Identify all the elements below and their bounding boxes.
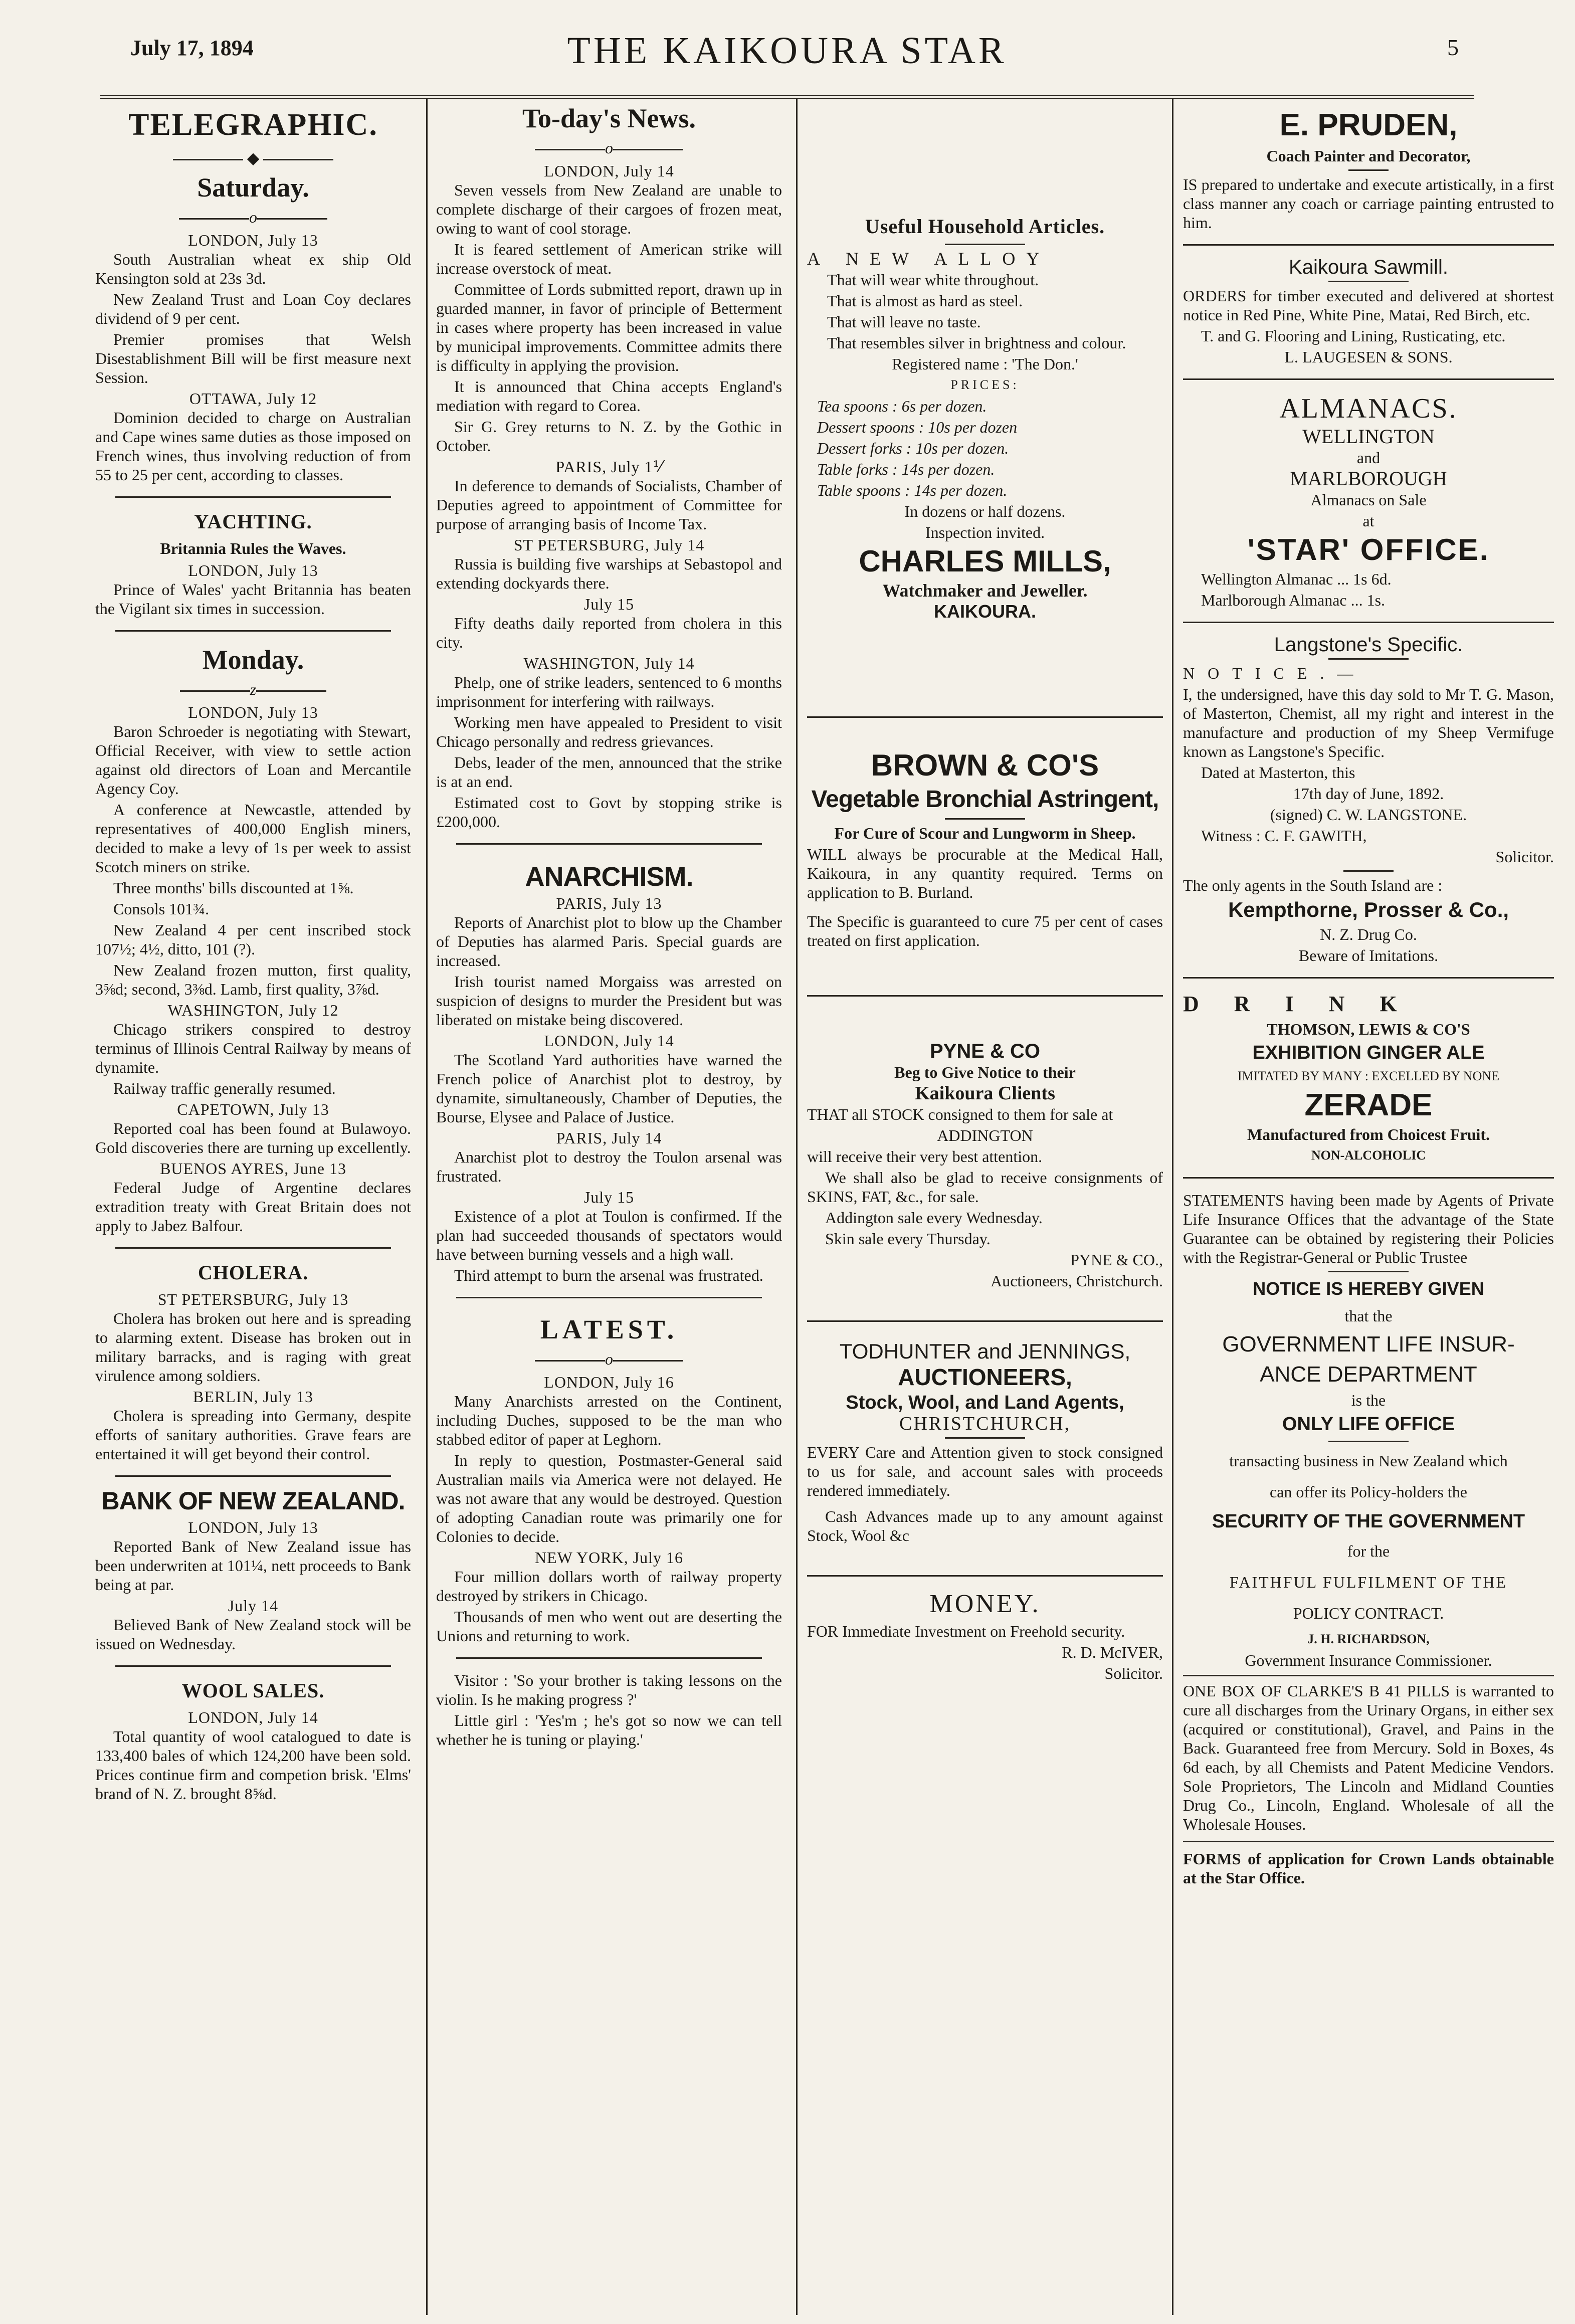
ad-name: E. PRUDEN,	[1279, 108, 1458, 142]
divider	[115, 1475, 391, 1477]
bank-heading: BANK OF NEW ZEALAND.	[101, 1487, 405, 1515]
ad-text: Registered name : 'The Don.'	[892, 355, 1078, 373]
article-text: Third attempt to burn the arsenal was frustrated.	[454, 1266, 763, 1284]
ad-heading: ANCE DEPARTMENT	[1260, 1362, 1477, 1387]
ad-heading: Kaikoura Sawmill.	[1289, 256, 1448, 278]
ad-pyne-co	[807, 1042, 1163, 1290]
news-items	[436, 161, 782, 831]
divider	[115, 1665, 391, 1667]
ad-crown-lands	[1183, 1849, 1554, 1887]
ad-clarkes-pills	[1183, 1681, 1554, 1834]
article-text: Debs, leader of the men, announced that the strike is at an end.	[436, 753, 782, 791]
dateline: CAPETOWN, July 13	[177, 1100, 329, 1118]
ad-sawmill	[1183, 258, 1554, 366]
ad-text: Government Insurance Commissioner.	[1245, 1651, 1492, 1669]
ad-text: and	[1356, 449, 1381, 467]
dateline: PARIS, July 14	[556, 1129, 662, 1147]
cholera-heading: CHOLERA.	[198, 1261, 309, 1284]
ad-line: Dessert spoons : 10s per dozen	[817, 418, 1018, 436]
article-text: A conference at Newcastle, attended by representatives of 400,000 English miners, decided to make a levy of 1s per week to assist Scotch miners on strike.	[95, 801, 411, 876]
issue-date: July 17, 1894	[130, 36, 254, 60]
article-text: Baron Schroeder is negotiating with Stewart, Official Receiver, with view to settle action against old directors of Loan and Mercantile Agency Coy.	[95, 722, 411, 798]
cholera-items	[95, 1290, 411, 1463]
dateline: OTTAWA, July 12	[189, 390, 317, 408]
ad-almanacs	[1183, 392, 1554, 610]
ad-text: PRICES:	[950, 377, 1020, 392]
article-text: Committee of Lords submitted report, drawn up in guarded manner, in favor of principle of Betterment in cases where property has been increased in value by municipal improvements. Committee admits there is difficulty in applying the provision.	[436, 280, 782, 374]
article-text: Consols 101¾.	[113, 900, 210, 918]
ad-name: PYNE & CO	[929, 1040, 1041, 1062]
ad-brown-co	[807, 748, 1163, 950]
article-text: Fifty deaths daily reported from cholera in this city.	[436, 614, 782, 651]
ad-text: ORDERS for timber executed and delivered at shortest notice in Red Pine, White Pine, Matai, Red Birch, etc.	[1183, 287, 1554, 324]
ad-line: Table forks : 14s per dozen.	[817, 460, 995, 478]
yachting-subheading: Britannia Rules the Waves.	[160, 539, 346, 557]
ad-text: ADDINGTON	[937, 1126, 1033, 1144]
ad-text: FOR Immediate Investment on Freehold security.	[807, 1622, 1125, 1640]
ad-text: Addington sale every Wednesday.	[825, 1209, 1043, 1227]
ad-heading: Vegetable Bronchial Astringent,	[811, 786, 1159, 813]
ad-text: (signed) C. W. LANGSTONE.	[1270, 806, 1467, 824]
article-text: In reply to question, Postmaster-General said Australian mails via America were not delayed. He was not aware that any would be destroyed. Question of adopting Canadian route was primarily one for Colonies to decide.	[436, 1451, 782, 1545]
dateline: NEW YORK, July 16	[534, 1548, 684, 1567]
article-text: Chicago strikers conspired to destroy terminus of Illinois Central Railway by means of dynamite.	[95, 1020, 411, 1076]
article-text: Cholera has broken out here and is spreading to alarming extent. Disease has broken out in military barracks, and is raging with great virulence among soldiers.	[95, 1309, 411, 1385]
divider	[456, 1657, 762, 1659]
ad-text: transacting business in New Zealand which	[1229, 1452, 1508, 1470]
divider	[456, 1297, 762, 1298]
ad-text: is the	[1351, 1391, 1386, 1409]
article-text: Federal Judge of Argentine declares extradition treaty with Great Britain does not apply to Jabez Balfour.	[95, 1179, 411, 1235]
ad-heading: Langstone's Specific.	[1274, 634, 1463, 656]
divider: o	[436, 138, 782, 157]
dateline: LONDON, July 14	[544, 1032, 674, 1050]
article-text: Thousands of men who went out are deserting the Unions and returning to work.	[436, 1608, 782, 1645]
article-text: Irish tourist named Morgaiss was arrested on suspicion of designs to murder the President but was liberated on mistake being discovered.	[436, 973, 782, 1029]
dateline: BUENOS AYRES, June 13	[160, 1159, 346, 1178]
ad-text: Skin sale every Thursday.	[825, 1230, 991, 1248]
ad-text: The Specific is guaranteed to cure 75 per cent of cases treated on first application.	[807, 912, 1163, 949]
ad-text: T. and G. Flooring and Lining, Rusticating, etc.	[1201, 327, 1506, 345]
ad-text: Stock, Wool, and Land Agents,	[846, 1392, 1124, 1413]
article-text: Dominion decided to charge on Australian and Cape wines same duties as those imposed on French wines, thus involving reduction of from 55 to 25 per cent, according to classes.	[95, 409, 411, 484]
ad-line: That will wear white throughout.	[827, 271, 1039, 289]
dateline: PARIS, July 1⅟	[555, 458, 663, 476]
article-text: Many Anarchists arrested on the Continent, including Duches, supposed to be the man who stabbed editor of paper at Leghorn.	[436, 1392, 782, 1448]
latest-heading: LATEST.	[540, 1314, 678, 1344]
ad-text: for the	[1347, 1542, 1390, 1560]
dateline: July 15	[583, 1188, 635, 1206]
ad-government-insurance	[1183, 1191, 1554, 1670]
article-text: Four million dollars worth of railway property destroyed by strikers in Chicago.	[436, 1568, 782, 1605]
ad-text: Wellington Almanac ... 1s 6d.	[1201, 570, 1392, 588]
article-text: Reported Bank of New Zealand issue has been underwriten at 101¼, nett proceeds to Bank being at par.	[95, 1537, 411, 1594]
ad-line: Dessert forks : 10s per dozen.	[817, 439, 1009, 457]
article-text: Reported coal has been found at Bulawoyo. Gold discoveries there are turning up excellently.	[95, 1119, 411, 1156]
ad-text: FORMS of application for Crown Lands obtainable at the Star Office.	[1183, 1850, 1554, 1887]
ad-text: A NEW ALLOY	[807, 249, 1051, 269]
column-news	[436, 99, 782, 2315]
article-text: Cholera is spreading into Germany, despite efforts of sanitary authorities. Grave fears are entertained it will get beyond their control.	[95, 1407, 411, 1463]
ad-text: Coach Painter and Decorator,	[1266, 147, 1471, 165]
column-rule	[1172, 99, 1173, 2315]
ad-text: 17th day of June, 1892.	[1293, 785, 1444, 803]
article-text: New Zealand 4 per cent inscribed stock 107½; 4½, ditto, 101 (?).	[95, 921, 411, 958]
ad-text: Auctioneers, Christchurch.	[991, 1272, 1163, 1290]
ad-pruden	[1183, 106, 1554, 232]
ad-text: DRINK	[1183, 992, 1432, 1016]
dateline: WASHINGTON, July 12	[167, 1001, 339, 1019]
ad-text: FAITHFUL FULFILMENT OF THE	[1229, 1573, 1508, 1591]
ad-text: Manufactured from Choicest Fruit.	[1247, 1125, 1490, 1143]
ad-name: CHARLES MILLS,	[859, 544, 1111, 578]
article-text: Three months' bills discounted at 1⅝.	[113, 879, 354, 897]
ornament-divider: ◆	[95, 148, 411, 167]
ad-text: L. LAUGESEN & SONS.	[1284, 348, 1453, 366]
anarchism-items	[436, 894, 782, 1285]
ad-ginger-ale	[1183, 991, 1554, 1165]
ad-text: IS prepared to undertake and execute artistically, in a first class manner any coach or carriage painting entrusted to him.	[1183, 175, 1554, 232]
ad-text: For Cure of Scour and Lungworm in Sheep.	[834, 824, 1136, 842]
page-number: 5	[1447, 35, 1459, 60]
ad-heading: ONLY LIFE OFFICE	[1282, 1414, 1455, 1435]
ad-heading: ALMANACS.	[1279, 393, 1458, 424]
article-text: Premier promises that Welsh Disestablishment Bill will be first measure next Session.	[95, 330, 411, 386]
ad-money	[807, 1589, 1163, 1683]
dateline: LONDON, July 14	[544, 162, 674, 180]
ad-heading: NOTICE IS HEREBY GIVEN	[1253, 1278, 1484, 1299]
article-text: It is announced that China accepts England's mediation with regard to Corea.	[436, 377, 782, 415]
ad-text: EVERY Care and Attention given to stock consigned to us for sale, and account sales with proceeds rendered immediately.	[807, 1443, 1163, 1499]
price-lines	[807, 397, 1163, 500]
dateline: LONDON, July 13	[188, 703, 318, 721]
article-text: Reports of Anarchist plot to blow up the Chamber of Deputies has alarmed Paris. Special guards are increased.	[436, 913, 782, 970]
article-text: Phelp, one of strike leaders, sentenced to 6 months imprisonment for interfering with railways.	[436, 673, 782, 710]
ad-text: can offer its Policy-holders the	[1270, 1483, 1467, 1501]
ad-line: That is almost as hard as steel.	[827, 292, 1023, 310]
ad-name: Kempthorne, Prosser & Co.,	[1228, 898, 1509, 921]
article-text: Sir G. Grey returns to N. Z. by the Gothic in October.	[436, 418, 782, 455]
masthead	[100, 20, 1474, 99]
ad-heading: 'STAR' OFFICE.	[1247, 533, 1490, 566]
wool-heading: WOOL SALES.	[181, 1679, 325, 1702]
ad-heading: SECURITY OF THE GOVERNMENT	[1212, 1511, 1525, 1532]
ad-text: POLICY CONTRACT.	[1293, 1604, 1444, 1622]
dateline: ST PETERSBURG, July 14	[513, 536, 705, 554]
ad-heading: EXHIBITION GINGER ALE	[1252, 1042, 1485, 1063]
ad-text: Beg to Give Notice to their	[894, 1063, 1076, 1081]
ad-text: N. Z. Drug Co.	[1320, 925, 1417, 943]
ad-line: Table spoons : 14s per dozen.	[817, 481, 1008, 499]
telegraphic-heading: TELEGRAPHIC.	[128, 108, 378, 142]
dateline: PARIS, July 13	[556, 894, 662, 912]
divider	[115, 496, 391, 498]
article-text: Russia is building five warships at Sebastopol and extending dockyards there.	[436, 555, 782, 592]
article-text: It is feared settlement of American strike will increase overstock of meat.	[436, 240, 782, 277]
article-text: The Scotland Yard authorities have warned the French police of Anarchist plot to destroy, by dynamite, simultaneously, Chamber of Deputies, the Bourse, Elysee and Palace of Justice.	[436, 1051, 782, 1126]
divider: o	[95, 208, 411, 227]
newspaper-title: THE KAIKOURA STAR	[567, 30, 1007, 72]
dateline: LONDON, July 14	[188, 1708, 318, 1726]
ad-line: Tea spoons : 6s per dozen.	[817, 397, 987, 415]
ad-text: CHRISTCHURCH,	[899, 1413, 1071, 1434]
anarchism-heading: ANARCHISM.	[525, 862, 693, 892]
ad-text: NON-ALCOHOLIC	[1311, 1148, 1426, 1163]
divider: z	[95, 680, 411, 699]
ad-text: Cash Advances made up to any amount against Stock, Wool &c	[807, 1507, 1163, 1544]
article-text: Seven vessels from New Zealand are unable to complete discharge of their cargoes of frozen meat, owing to want of cool storage.	[436, 181, 782, 237]
dateline: BERLIN, July 13	[193, 1388, 313, 1406]
ad-text: NOTICE.—	[1183, 664, 1366, 682]
article-text: Anarchist plot to destroy the Toulon arsenal was frustrated.	[436, 1148, 782, 1185]
alloy-lines	[807, 270, 1163, 352]
ad-text: We shall also be glad to receive consignments of SKINS, FAT, &c., for sale.	[807, 1169, 1163, 1206]
divider	[456, 843, 762, 845]
article-text: Existence of a plot at Toulon is confirmed. If the plan had succeeded thousands of spectators would have between burning vessels and a high wall.	[436, 1207, 782, 1263]
article-text: Working men have appealed to President to visit Chicago personally and redress grievances.	[436, 713, 782, 750]
ad-text: Dated at Masterton, this	[1201, 763, 1355, 782]
ad-heading: Useful Household Articles.	[865, 215, 1105, 238]
saturday-heading: Saturday.	[197, 172, 309, 203]
column-notices	[1183, 99, 1554, 2315]
article-text: Prince of Wales' yacht Britannia has beaten the Vigilant six times in succession.	[95, 580, 411, 618]
anecdote-girl: Little girl : 'Yes'm ; he's got so now we can tell whether he is tuning or playing.'	[436, 1711, 782, 1749]
ad-heading: GOVERNMENT LIFE INSUR-	[1222, 1332, 1515, 1357]
ad-text: Inspection invited.	[925, 523, 1045, 541]
ad-text: THAT all STOCK consigned to them for sale at	[807, 1105, 1113, 1123]
ad-text: THOMSON, LEWIS & CO'S	[1267, 1020, 1470, 1038]
anecdote-visitor: Visitor : 'So your brother is taking lessons on the violin. Is he making progress ?'	[436, 1671, 782, 1708]
ad-text: at	[1362, 512, 1374, 530]
monday-heading: Monday.	[202, 645, 304, 675]
latest-items	[436, 1373, 782, 1645]
dateline: LONDON, July 13	[188, 231, 318, 249]
column-rule	[426, 99, 428, 2315]
article-text: Believed Bank of New Zealand stock will be issued on Wednesday.	[95, 1616, 411, 1653]
ad-text: Witness : C. F. GAWITH,	[1201, 827, 1367, 845]
ad-household-articles	[807, 215, 1163, 621]
column-advertisements	[807, 99, 1163, 2315]
dateline: LONDON, July 13	[188, 561, 318, 579]
dateline: July 14	[228, 1597, 279, 1615]
ad-text: Watchmaker and Jeweller.	[882, 580, 1088, 601]
divider: o	[436, 1349, 782, 1369]
ad-text: IMITATED BY MANY : EXCELLED BY NONE	[1237, 1069, 1500, 1083]
ad-text: WILL always be procurable at the Medical Hall, Kaikoura, in any quantity required. Terms on application to B. Burland.	[807, 845, 1163, 901]
column-telegraphic	[95, 99, 411, 2315]
ad-text: Solicitor.	[1495, 848, 1554, 866]
ad-text: Solicitor.	[1104, 1664, 1163, 1682]
dateline: ST PETERSBURG, July 13	[157, 1290, 349, 1308]
ad-text: MARLBOROUGH	[1290, 467, 1447, 490]
ad-line: That will leave no taste.	[827, 313, 981, 331]
ad-text: will receive their very best attention.	[807, 1147, 1043, 1166]
ad-text: PYNE & CO.,	[1070, 1251, 1163, 1269]
ad-text: Beware of Imitations.	[1298, 946, 1439, 964]
ad-heading: AUCTIONEERS,	[898, 1364, 1072, 1390]
ad-name: TODHUNTER and JENNINGS,	[839, 1339, 1131, 1363]
ad-line: That resembles silver in brightness and colour.	[827, 334, 1126, 352]
article-text: New Zealand frozen mutton, first quality, 3⅝d; second, 3⅜d. Lamb, first quality, 3⅞d.	[95, 961, 411, 998]
article-text: South Australian wheat ex ship Old Kensington sold at 23s 3d.	[95, 250, 411, 287]
ad-text: that the	[1344, 1307, 1393, 1325]
bank-items	[95, 1518, 411, 1653]
divider	[115, 630, 391, 632]
article-text: Total quantity of wool catalogued to date is 133,400 bales of which 124,200 have been sold. Prices continue firm and competion brisk. 'Elms' brand of N. Z. brought 8⅝d.	[95, 1727, 411, 1803]
article-text: Railway traffic generally resumed.	[113, 1079, 336, 1097]
yachting-heading: YACHTING.	[194, 510, 312, 533]
ad-text: WELLINGTON	[1302, 425, 1435, 448]
ad-todhunter-jennings	[807, 1339, 1163, 1545]
article-text: New Zealand Trust and Loan Coy declares dividend of 9 per cent.	[95, 290, 411, 327]
ad-text: The only agents in the South Island are :	[1183, 876, 1443, 894]
ad-text: STATEMENTS having been made by Agents of Private Life Insurance Offices that the advantage of the State Guarantee can be obtained by registering their Policies with the Registrar-General or Public Trustee	[1183, 1191, 1554, 1266]
ad-text: Marlborough Almanac ... 1s.	[1201, 591, 1386, 609]
dateline: LONDON, July 13	[188, 1518, 318, 1536]
ad-text: Kaikoura Clients	[915, 1083, 1055, 1104]
saturday-items	[95, 231, 411, 484]
ad-name: BROWN & CO'S	[871, 748, 1099, 782]
dateline: WASHINGTON, July 14	[523, 654, 695, 672]
ad-text: I, the undersigned, have this day sold to Mr T. G. Mason, of Masterton, Chemist, all my right and interest in the manufacture and production of my Sheep Vermifuge known as Langstone's Specific.	[1183, 685, 1554, 760]
article-text: Estimated cost to Govt by stopping strike is £200,000.	[436, 794, 782, 831]
divider	[115, 1247, 391, 1249]
column-rule	[796, 99, 798, 2315]
ad-text: KAIKOURA.	[934, 601, 1036, 622]
ad-text: ONE BOX OF CLARKE'S B 41 PILLS is warranted to cure all discharges from the Urinary Organs, in either sex (acquired or constitutional), Gravel, and Pains in the Back. Guaranteed free from Mercury. Sold in Boxes, 4s 6d each, by all Chemists and Patent Medicine Vendors. Sole Proprietors, The Lincoln and Midland Counties Drug Co., Lincoln, England. Wholesale of all the Wholesale Houses.	[1183, 1682, 1554, 1833]
monday-items	[95, 703, 411, 1235]
article-text: In deference to demands of Socialists, Chamber of Deputies agreed to appointment of Committee for purpose of arranging basis of Income Tax.	[436, 477, 782, 533]
ad-langstone	[1183, 635, 1554, 965]
todays-news-heading: To-day's News.	[522, 103, 696, 133]
ad-text: J. H. RICHARDSON,	[1307, 1632, 1430, 1646]
ad-text: In dozens or half dozens.	[904, 502, 1066, 520]
ad-text: R. D. McIVER,	[1062, 1643, 1163, 1661]
ad-text: Almanacs on Sale	[1310, 491, 1427, 509]
dateline: LONDON, July 16	[544, 1373, 674, 1391]
ad-heading: MONEY.	[929, 1590, 1041, 1618]
ad-name: ZERADE	[1304, 1088, 1433, 1122]
dateline: July 15	[583, 595, 635, 613]
